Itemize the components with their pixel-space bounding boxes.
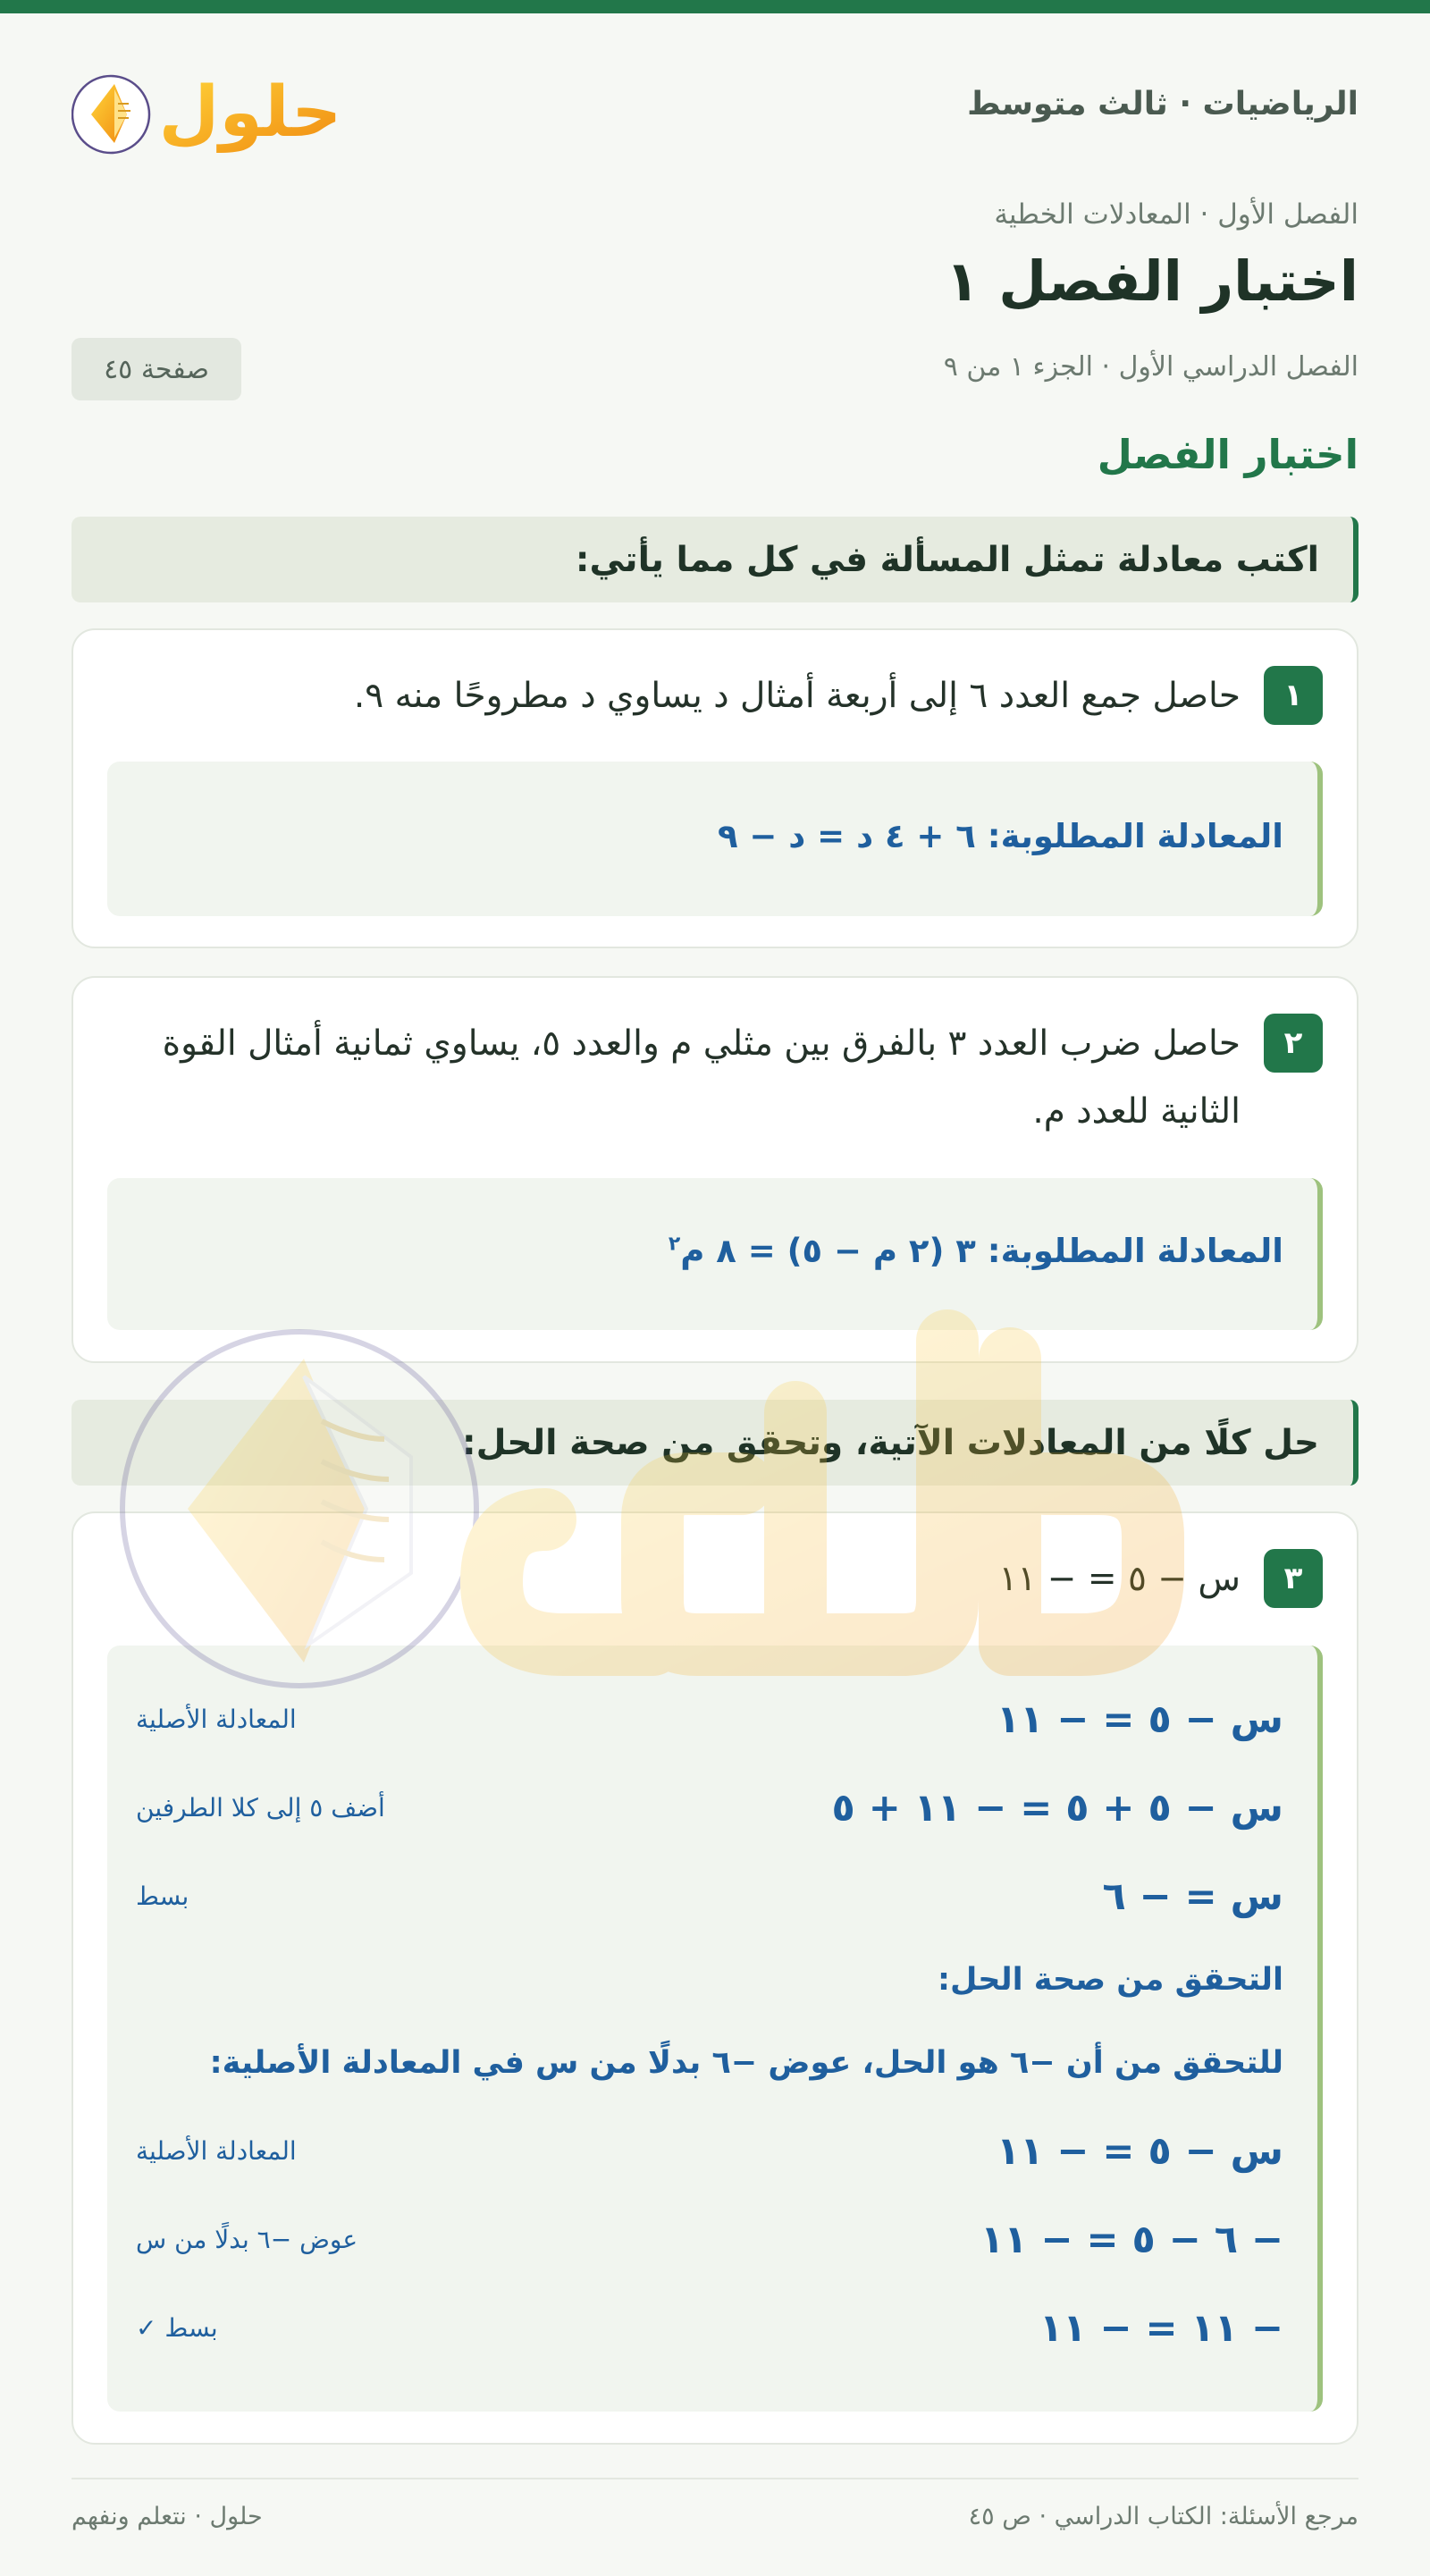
- verify-step-note: بسط ✓: [136, 2313, 218, 2343]
- question-card-3: [72, 1511, 1358, 2445]
- verify-intro: للتحقق من أن −٦ هو الحل، عوض −٦ بدلًا من س في المعادلة الأصلية:: [209, 2045, 1283, 2081]
- answer-equation: [669, 1232, 1283, 1270]
- solution-step-note: المعادلة الأصلية: [136, 1705, 297, 1734]
- solution-step-equation: س = − ٦: [1102, 1874, 1283, 1919]
- question-number-badge: ٢: [1264, 1014, 1323, 1073]
- solution-step-note: أضف ٥ إلى كلا الطرفين: [136, 1793, 385, 1823]
- answer-label: المعادلة المطلوبة:: [987, 817, 1283, 855]
- solution-box: [107, 1646, 1323, 2412]
- question-number-badge: ١: [1264, 666, 1323, 725]
- solution-step-note: بسط: [136, 1881, 189, 1911]
- brand-logo[interactable]: [72, 59, 340, 157]
- solution-step-equation: س − ٥ + ٥ = − ١١ + ٥: [831, 1786, 1283, 1831]
- top-accent-bar: [0, 0, 1430, 13]
- footer-reference: مرجع الأسئلة: الكتاب الدراسي · ص ٤٥: [968, 2503, 1358, 2530]
- section-title: اختبار الفصل: [1097, 431, 1358, 478]
- logo-icon: [72, 59, 340, 157]
- question-text: حاصل جمع العدد ٦ إلى أربعة أمثال د يساوي د مطروحًا منه ٩.: [353, 676, 1241, 716]
- verify-step-note: المعادلة الأصلية: [136, 2136, 297, 2166]
- page-title: اختبار الفصل ١: [945, 248, 1358, 314]
- question-text: س − ٥ = − ١١: [998, 1559, 1241, 1599]
- page-meta: الفصل الدراسي الأول · الجزء ١ من ٩: [943, 351, 1358, 383]
- question-card-1: [72, 628, 1358, 948]
- answer-box: [107, 762, 1323, 916]
- header: [72, 59, 1358, 157]
- subject-label: الرياضيات · ثالث متوسط: [967, 86, 1358, 122]
- solution-step-equation: س − ٥ = − ١١: [996, 1697, 1283, 1742]
- answer-expression: ٦ + ٤ د = د − ٩: [717, 817, 976, 855]
- svg-text:حلول: حلول: [158, 72, 340, 153]
- question-card-2: [72, 976, 1358, 1363]
- answer-box: [107, 1178, 1323, 1330]
- answer-expression: ٣ (٢ م − ٥) = ٨ م: [680, 1232, 976, 1270]
- verify-step-note: عوض −٦ بدلًا من س: [136, 2225, 358, 2254]
- verify-title: التحقق من صحة الحل:: [938, 1962, 1283, 1998]
- instruction-banner-solve: حل كلًا من المعادلات الآتية، وتحقق من صحة الحل:: [72, 1400, 1358, 1486]
- page-number-badge: صفحة ٤٥: [72, 338, 241, 400]
- footer-divider: [72, 2478, 1358, 2479]
- breadcrumb: الفصل الأول · المعادلات الخطية: [994, 198, 1358, 231]
- answer-equation: [718, 817, 1283, 855]
- verify-step-equation: − ٦ − ٥ = − ١١: [980, 2218, 1283, 2262]
- verify-step-equation: − ١١ = − ١١: [1039, 2306, 1283, 2351]
- question-text: حاصل ضرب العدد ٣ بالفرق بين مثلي م والعدد ٥، يساوي ثمانية أمثال القوة الثانية للعدد م.: [162, 1023, 1241, 1132]
- footer-tagline: حلول · نتعلم ونفهم: [72, 2503, 263, 2530]
- question-number-badge: ٣: [1264, 1549, 1323, 1608]
- verify-step-equation: س − ٥ = − ١١: [996, 2129, 1283, 2174]
- answer-label: المعادلة المطلوبة:: [987, 1232, 1283, 1270]
- instruction-banner-write: اكتب معادلة تمثل المسألة في كل مما يأتي:: [72, 517, 1358, 602]
- answer-exponent: ٢: [668, 1233, 681, 1256]
